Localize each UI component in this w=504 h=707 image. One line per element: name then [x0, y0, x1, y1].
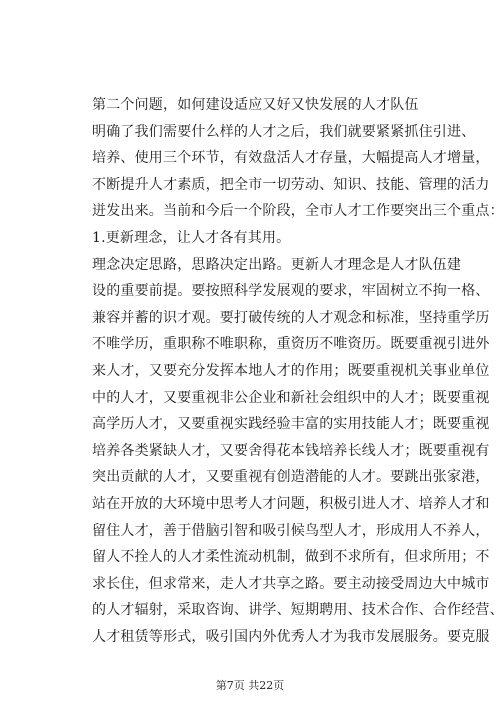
paragraph-line: 明确了我们需要什么样的人才之后，我们就要紧紧抓住引进、 [92, 123, 476, 140]
page-footer: 第7页 共22页 [215, 679, 285, 692]
paragraph-line: 留人不拴人的人才柔性流动机制，做到不求所有，但求所用；不 [92, 549, 490, 566]
paragraph-line: 不唯学历，重职称不唯职称，重资历不唯资历。既要重视引进外 [92, 336, 490, 353]
paragraph-line: 高学历人才，又要重视实践经验丰富的实用技能人才；既要重视 [92, 416, 490, 433]
subheading: 1.更新理念，让人才各有其用。 [92, 229, 291, 246]
paragraph-line: 突出贡献的人才，又要重视有创造潜能的人才。要跳出张家港， [92, 469, 490, 486]
paragraph-line: 的人才辐射，采取咨询、讲学、短期聘用、技术合作、合作经营、 [92, 602, 504, 619]
body-text [92, 92, 504, 650]
paragraph-line: 培养、使用三个环节，有效盘活人才存量，大幅提高人才增量， [92, 150, 490, 167]
paragraph-line: 理念决定思路，思路决定出路。更新人才理念是人才队伍建 [92, 256, 462, 273]
paragraph-line: 兼容并蓄的识才观。要打破传统的人才观念和标准，坚持重学历 [92, 309, 490, 326]
paragraph-line: 培养各类紧缺人才，又要舍得花本钱培养长线人才；既要重视有 [92, 442, 490, 459]
paragraph-line: 站在开放的大环境中思考人才问题，积极引进人才、培养人才和 [92, 495, 490, 512]
paragraph-line: 人才租赁等形式，吸引国内外优秀人才为我市发展服务。要克服 [92, 628, 490, 645]
section-heading: 第二个问题，如何建设适应又好又快发展的人才队伍 [92, 97, 419, 113]
paragraph-line: 求长住，但求常来，走人才共享之路。要主动接受周边大中城市 [92, 575, 490, 592]
paragraph-line: 留住人才，善于借脑引智和吸引候鸟型人才，形成用人不养人， [92, 522, 490, 539]
paragraph-line: 迸发出来。当前和今后一个阶段，全市人才工作要突出三个重点： [92, 203, 504, 220]
paragraph-line: 中的人才，又要重视非公企业和新社会组织中的人才；既要重视 [92, 389, 490, 406]
paragraph-line: 来人才，又要充分发挥本地人才的作用；既要重视机关事业单位 [92, 362, 490, 379]
paragraph-line: 设的重要前提。要按照科学发展观的要求，牢固树立不拘一格、 [92, 283, 490, 300]
paragraph-line: 不断提升人才素质，把全市一切劳动、知识、技能、管理的活力 [92, 176, 490, 193]
